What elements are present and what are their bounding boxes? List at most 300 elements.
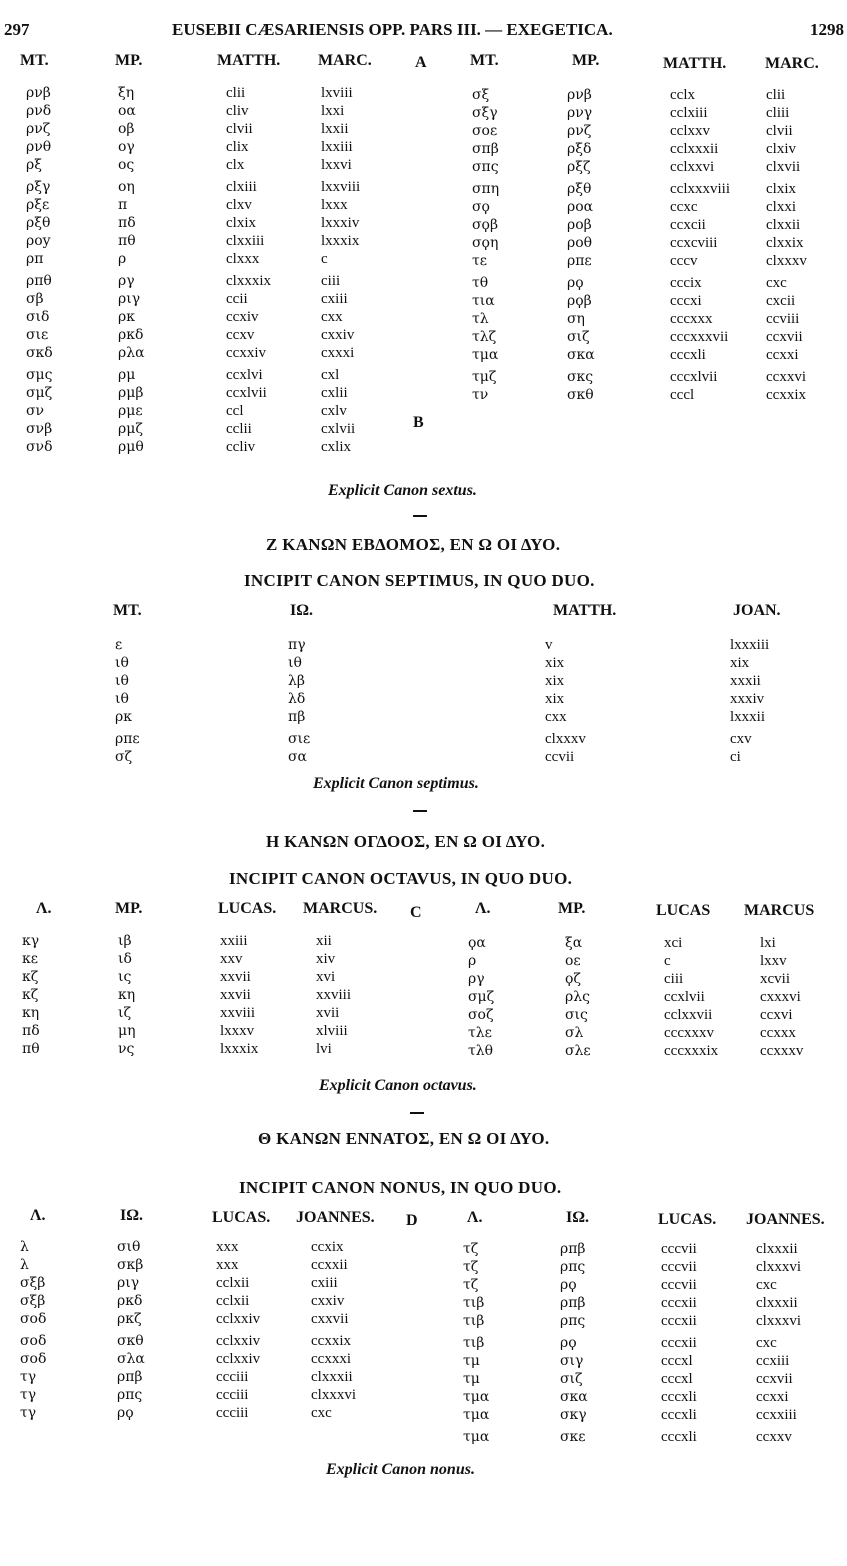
table-cell: ρϙ	[117, 1405, 134, 1421]
table-cell: cclxii	[216, 1293, 250, 1309]
table-cell: σα	[288, 749, 308, 765]
table-cell: cccxxxv	[664, 1025, 714, 1041]
table-cell: ιθ	[115, 655, 129, 671]
table-cell: ccl	[226, 403, 244, 419]
table-cell: clxxxv	[766, 253, 807, 269]
margin-marker-a: A	[415, 54, 427, 71]
table-cell: πδ	[22, 1023, 40, 1039]
col-header-lucas: LUCAS.	[218, 900, 277, 917]
table-cell: σοζ	[468, 1007, 494, 1023]
table-cell: cxlii	[321, 385, 348, 401]
table-cell: clx	[226, 157, 245, 173]
page-number-left: 297	[4, 20, 30, 39]
table-cell: clix	[226, 139, 249, 155]
margin-marker-b: B	[413, 414, 424, 431]
canon8-left-col-lucas	[220, 932, 258, 1058]
table-cell: ρνθ	[26, 139, 52, 155]
table-cell: clxxix	[766, 235, 804, 251]
canon9-explicit: Explicit Canon nonus.	[326, 1461, 475, 1478]
table-cell: ρπθ	[26, 273, 52, 289]
table-cell: ccliv	[226, 439, 256, 455]
canon9-right-col-io	[560, 1240, 588, 1446]
table-cell: cclii	[226, 421, 252, 437]
table-cell: clxxxix	[226, 273, 271, 289]
table-cell: ccxcviii	[670, 235, 718, 251]
table-cell: ρϙβ	[567, 293, 592, 309]
table-cell: cxcii	[766, 293, 796, 309]
table-cell: σξγ	[472, 105, 498, 121]
table-cell: σξ	[472, 87, 490, 103]
table-cell: lxxx	[321, 197, 348, 213]
canon6-left-col-marc	[321, 84, 360, 456]
table-cell: σκθ	[567, 387, 594, 403]
table-cell: λ	[20, 1257, 29, 1273]
table-cell: ccxvii	[766, 329, 803, 345]
table-cell: ρνζ	[567, 123, 592, 139]
table-cell: cxv	[730, 731, 752, 747]
table-cell: σλε	[565, 1043, 591, 1059]
canon9-right-col-lucas	[661, 1240, 697, 1446]
table-cell: σν	[26, 403, 45, 419]
table-cell: πθ	[22, 1041, 40, 1057]
canon8-left-col-mp	[118, 932, 136, 1058]
table-cell: ccciii	[216, 1369, 249, 1385]
margin-marker-d: D	[406, 1212, 418, 1229]
canon7-greek-title: Ζ ΚΑΝΩΝ ΕΒΔΟΜΟΣ, ΕΝ Ω ΟΙ ΔΥΟ.	[266, 535, 561, 554]
table-cell: ριγ	[117, 1275, 140, 1291]
table-cell: ιθ	[115, 673, 129, 689]
table-cell: ροθ	[567, 235, 593, 251]
table-cell: xxviii	[316, 987, 352, 1003]
table-cell: cccxl	[661, 1371, 693, 1387]
table-cell: σβ	[26, 291, 44, 307]
table-cell: clxvii	[766, 159, 801, 175]
col-header-l: Λ.	[30, 1207, 46, 1224]
table-cell: ccxxvi	[766, 369, 806, 385]
table-cell: ρξγ	[26, 179, 51, 195]
table-cell: ccciii	[216, 1405, 249, 1421]
table-cell: xxiii	[220, 933, 248, 949]
table-cell: οε	[565, 953, 581, 969]
table-cell: ccxxiii	[756, 1407, 797, 1423]
table-cell: λ	[20, 1239, 29, 1255]
col-header-mp: MP.	[558, 900, 586, 917]
table-cell: cccxii	[661, 1295, 697, 1311]
table-cell: cccxli	[661, 1407, 697, 1423]
table-cell: ρπς	[560, 1313, 586, 1329]
table-cell: σιε	[288, 731, 311, 747]
table-cell: πδ	[118, 215, 136, 231]
table-cell: σοε	[472, 123, 498, 139]
table-cell: σμζ	[468, 989, 495, 1005]
table-cell: cccxlvii	[670, 369, 718, 385]
table-cell: ccxiii	[756, 1353, 790, 1369]
table-cell: ρξθ	[567, 181, 592, 197]
table-cell: σιθ	[117, 1239, 141, 1255]
col-header-matth: MATTH.	[553, 602, 617, 619]
table-cell: ccxxix	[311, 1333, 351, 1349]
table-cell: ccciii	[216, 1387, 249, 1403]
table-cell: cccvii	[661, 1259, 697, 1275]
table-cell: ρνβ	[567, 87, 592, 103]
col-header-lucas: LUCAS.	[212, 1209, 271, 1226]
table-cell: σζ	[115, 749, 133, 765]
table-cell: ccxlvii	[664, 989, 705, 1005]
table-cell: xix	[730, 655, 750, 671]
table-cell: ξα	[565, 935, 583, 951]
table-cell: ρϙ	[560, 1335, 577, 1351]
table-cell: οη	[118, 179, 135, 195]
canon7-col-io	[288, 636, 310, 766]
table-cell: cccv	[670, 253, 698, 269]
table-cell: xii	[316, 933, 332, 949]
col-header-l: Λ.	[467, 1209, 483, 1226]
table-cell: xxviii	[220, 1005, 256, 1021]
table-cell: clxxiii	[226, 233, 265, 249]
table-cell: clxxi	[766, 199, 796, 215]
col-header-marcus: MARCUS.	[303, 900, 378, 917]
table-cell: σπβ	[472, 141, 499, 157]
table-cell: lxxxiii	[730, 637, 770, 653]
table-cell: ccxxxv	[760, 1043, 804, 1059]
table-cell: ρμζ	[118, 421, 143, 437]
table-cell: cxc	[311, 1405, 332, 1421]
table-cell: κη	[118, 987, 136, 1003]
table-cell: cccvii	[661, 1277, 697, 1293]
table-cell: ccxix	[311, 1239, 344, 1255]
table-cell: ρλα	[118, 345, 145, 361]
table-cell: cccxxx	[670, 311, 713, 327]
table-cell: μη	[118, 1023, 136, 1039]
table-cell: ccxxii	[311, 1257, 348, 1273]
table-cell: σϙη	[472, 235, 499, 251]
table-cell: τλ	[472, 311, 489, 327]
table-cell: ιζ	[118, 1005, 132, 1021]
table-cell: λβ	[288, 673, 305, 689]
table-cell: cccxxxix	[664, 1043, 719, 1059]
table-cell: xix	[545, 691, 565, 707]
table-cell: τμα	[472, 347, 499, 363]
table-cell: ccxlvi	[226, 367, 263, 383]
col-header-l: Λ.	[475, 900, 491, 917]
table-cell: cclxii	[216, 1275, 250, 1291]
table-cell: ρμβ	[118, 385, 144, 401]
table-cell: ρνγ	[567, 105, 593, 121]
table-cell: τμ	[463, 1353, 480, 1369]
col-header-joannes: JOANNES.	[296, 1209, 375, 1226]
section-divider	[413, 515, 427, 517]
table-cell: cclxxvii	[664, 1007, 713, 1023]
table-cell: ρϙ	[560, 1277, 577, 1293]
table-cell: xxxii	[730, 673, 761, 689]
table-cell: lxxv	[760, 953, 787, 969]
table-cell: ccxxix	[766, 387, 806, 403]
col-header-joan: JOAN.	[733, 602, 781, 619]
table-cell: σκγ	[560, 1407, 587, 1423]
canon6-right-col-matth	[670, 86, 730, 404]
table-cell: lxxxix	[321, 233, 360, 249]
table-cell: ογ	[118, 139, 135, 155]
table-cell: xci	[664, 935, 683, 951]
table-cell: σιζ	[560, 1371, 583, 1387]
table-cell: xvii	[316, 1005, 340, 1021]
table-cell: τζ	[463, 1241, 479, 1257]
table-cell: xxv	[220, 951, 243, 967]
table-cell: lxxvi	[321, 157, 352, 173]
table-cell: clxix	[766, 181, 796, 197]
table-cell: ρπε	[115, 731, 140, 747]
table-cell: ρκδ	[117, 1293, 143, 1309]
col-header-mp: MP.	[572, 52, 600, 69]
table-cell: xix	[545, 655, 565, 671]
table-cell: τζ	[463, 1259, 479, 1275]
table-cell: κγ	[22, 933, 40, 949]
table-cell: cccvii	[661, 1241, 697, 1257]
table-cell: ccviii	[766, 311, 800, 327]
table-cell: σϙ	[472, 199, 490, 215]
table-cell: cxx	[321, 309, 343, 325]
table-cell: clxxxv	[545, 731, 586, 747]
table-cell: cccix	[670, 275, 702, 291]
table-cell: τιβ	[463, 1295, 485, 1311]
table-cell: τθ	[472, 275, 489, 291]
table-cell: κε	[22, 951, 39, 967]
table-cell: ις	[118, 969, 132, 985]
table-cell: ccxxi	[756, 1389, 789, 1405]
col-header-marc: MARC.	[765, 55, 819, 72]
table-cell: ρκζ	[117, 1311, 142, 1327]
table-cell: ρπβ	[560, 1241, 586, 1257]
table-cell: lxxxv	[220, 1023, 255, 1039]
table-cell: xlviii	[316, 1023, 348, 1039]
table-cell: cclx	[670, 87, 695, 103]
table-cell: cxlv	[321, 403, 347, 419]
table-cell: ρκ	[118, 309, 135, 325]
col-header-marcus: MARCUS	[744, 902, 815, 919]
table-cell: ρπβ	[117, 1369, 143, 1385]
canon6-left-col-mt	[26, 84, 53, 456]
col-header-mp: MP.	[115, 52, 143, 69]
table-cell: τμα	[463, 1429, 490, 1445]
col-header-matth: MATTH.	[217, 52, 281, 69]
table-cell: τλζ	[472, 329, 497, 345]
section-divider	[410, 1112, 424, 1114]
table-cell: ιβ	[118, 933, 132, 949]
table-cell: clxiv	[766, 141, 796, 157]
table-cell: σμζ	[26, 385, 53, 401]
table-cell: cxiii	[311, 1275, 338, 1291]
table-cell: cxl	[321, 367, 340, 383]
canon6-explicit: Explicit Canon sextus.	[328, 482, 477, 499]
table-cell: λδ	[288, 691, 306, 707]
table-cell: ccxiv	[226, 309, 259, 325]
table-cell: κζ	[22, 969, 39, 985]
table-cell: σπη	[472, 181, 500, 197]
table-cell: ργ	[118, 273, 135, 289]
table-cell: lxxii	[321, 121, 349, 137]
table-cell: τγ	[20, 1387, 37, 1403]
table-cell: ccxxi	[766, 347, 799, 363]
table-cell: lxxxiv	[321, 215, 360, 231]
table-cell: cxc	[756, 1335, 777, 1351]
table-cell: ρξθ	[26, 215, 51, 231]
table-cell: lxviii	[321, 85, 353, 101]
canon8-left-col-marcus	[316, 932, 351, 1058]
table-cell: cccxli	[670, 347, 706, 363]
table-cell: clxxxii	[756, 1295, 798, 1311]
table-cell: σιζ	[567, 329, 590, 345]
table-cell: σνβ	[26, 421, 53, 437]
canon8-right-col-mp	[565, 934, 591, 1060]
table-cell: ρνβ	[26, 85, 51, 101]
table-cell: ϙα	[468, 935, 486, 951]
canon8-right-col-l	[468, 934, 494, 1060]
table-cell: cxxxvi	[760, 989, 801, 1005]
table-cell: σκς	[567, 369, 594, 385]
table-cell: σκδ	[26, 345, 53, 361]
table-cell: σιγ	[560, 1353, 584, 1369]
table-cell: cclxxv	[670, 123, 710, 139]
col-header-io: ΙΩ.	[566, 1209, 590, 1226]
table-cell: ρξδ	[567, 141, 592, 157]
table-cell: v	[545, 637, 553, 653]
canon9-left-col-joannes	[311, 1238, 356, 1422]
canon9-latin-title: INCIPIT CANON NONUS, IN QUO DUO.	[239, 1178, 562, 1197]
table-cell: σνδ	[26, 439, 53, 455]
table-cell: τγ	[20, 1369, 37, 1385]
table-cell: ριγ	[118, 291, 141, 307]
canon6-left-col-mp	[118, 84, 145, 456]
table-cell: cxxiv	[311, 1293, 345, 1309]
table-cell: νς	[118, 1041, 135, 1057]
table-cell: τια	[472, 293, 495, 309]
table-cell: ρπ	[26, 251, 44, 267]
table-cell: clxxxvi	[311, 1387, 356, 1403]
table-cell: σοδ	[20, 1333, 47, 1349]
table-cell: ccii	[226, 291, 248, 307]
table-cell: ροβ	[567, 217, 592, 233]
canon8-right-col-lucas	[664, 934, 718, 1060]
table-cell: cccxli	[661, 1429, 697, 1445]
table-cell: clxxxvi	[756, 1259, 801, 1275]
table-cell: xxxiv	[730, 691, 765, 707]
table-cell: lxxxii	[730, 709, 766, 725]
table-cell: lvi	[316, 1041, 332, 1057]
table-cell: σξβ	[20, 1275, 46, 1291]
table-cell: ιδ	[118, 951, 132, 967]
table-cell: ιθ	[288, 655, 302, 671]
col-header-mt: MT.	[113, 602, 142, 619]
table-cell: cliv	[226, 103, 249, 119]
canon7-col-matth	[545, 636, 586, 766]
table-cell: ci	[730, 749, 741, 765]
page-number-right: 1298	[810, 20, 844, 39]
table-cell: τμζ	[472, 369, 497, 385]
table-cell: ε	[115, 637, 123, 653]
canon7-latin-title: INCIPIT CANON SEPTIMUS, IN QUO DUO.	[244, 571, 595, 590]
canon9-right-col-joannes	[756, 1240, 801, 1446]
table-cell: cxxiv	[321, 327, 355, 343]
table-cell: cccxl	[661, 1353, 693, 1369]
table-cell: ργ	[468, 971, 485, 987]
table-cell: ccxxiv	[226, 345, 266, 361]
table-cell: οα	[118, 103, 136, 119]
col-header-mt: MT.	[20, 52, 49, 69]
table-cell: τε	[472, 253, 487, 269]
table-cell: lxxi	[321, 103, 345, 119]
table-cell: ρμθ	[118, 439, 144, 455]
table-cell: cccxii	[661, 1335, 697, 1351]
table-cell: cliii	[766, 105, 790, 121]
table-cell: κη	[22, 1005, 40, 1021]
table-cell: ιθ	[115, 691, 129, 707]
table-cell: xxx	[216, 1239, 239, 1255]
table-cell: σξβ	[20, 1293, 46, 1309]
canon8-right-col-marcus	[760, 934, 803, 1060]
table-cell: xxvii	[220, 969, 251, 985]
col-header-mp: MP.	[115, 900, 143, 917]
table-cell: ρξζ	[567, 159, 591, 175]
table-cell: ciii	[664, 971, 684, 987]
col-header-l: Λ.	[36, 900, 52, 917]
table-cell: cclxxiv	[216, 1351, 261, 1367]
table-cell: σκα	[567, 347, 595, 363]
table-cell: lxi	[760, 935, 776, 951]
table-cell: cxc	[766, 275, 787, 291]
col-header-matth: MATTH.	[663, 55, 727, 72]
table-cell: τγ	[20, 1405, 37, 1421]
col-header-joannes: JOANNES.	[746, 1211, 825, 1228]
table-cell: ρξε	[26, 197, 50, 213]
table-cell: cxxvii	[311, 1311, 349, 1327]
table-cell: ροy	[26, 233, 51, 249]
table-cell: ϙζ	[565, 971, 582, 987]
table-cell: cclxxiv	[216, 1311, 261, 1327]
col-header-marc: MARC.	[318, 52, 372, 69]
table-cell: σμς	[26, 367, 53, 383]
table-cell: ccxxx	[760, 1025, 796, 1041]
table-cell: ccxcii	[670, 217, 706, 233]
table-cell: σλ	[565, 1025, 584, 1041]
table-cell: clvii	[766, 123, 793, 139]
col-header-mt: MT.	[470, 52, 499, 69]
table-cell: ρκδ	[118, 327, 144, 343]
table-cell: σκθ	[117, 1333, 144, 1349]
table-cell: τν	[472, 387, 489, 403]
table-cell: clxxxvi	[756, 1313, 801, 1329]
table-cell: ccxv	[226, 327, 255, 343]
table-cell: clxxxii	[311, 1369, 353, 1385]
table-cell: σοδ	[20, 1311, 47, 1327]
canon8-latin-title: INCIPIT CANON OCTAVUS, IN QUO DUO.	[229, 869, 573, 888]
canon7-explicit: Explicit Canon septimus.	[313, 775, 479, 792]
table-cell: cclxxiv	[216, 1333, 261, 1349]
table-cell: cxxxi	[321, 345, 355, 361]
section-divider	[413, 810, 427, 812]
table-cell: ciii	[321, 273, 341, 289]
table-cell: xvi	[316, 969, 336, 985]
canon8-left-col-l	[22, 932, 40, 1058]
table-cell: xxx	[216, 1257, 239, 1273]
table-cell: c	[321, 251, 328, 267]
table-cell: ρπε	[567, 253, 592, 269]
table-cell: σκα	[560, 1389, 588, 1405]
table-cell: σπς	[472, 159, 499, 175]
canon7-col-mt	[115, 636, 140, 766]
table-cell: σιε	[26, 327, 49, 343]
table-cell: τζ	[463, 1277, 479, 1293]
table-cell: clii	[226, 85, 246, 101]
